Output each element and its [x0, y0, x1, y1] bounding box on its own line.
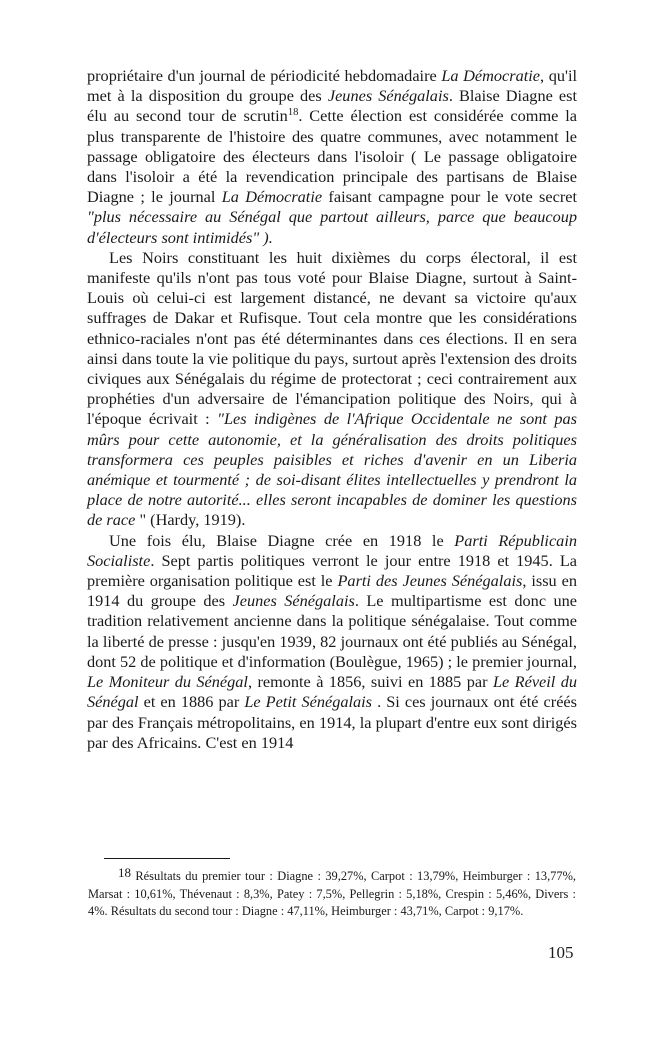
text-run: , qu'il met à la disposition du groupe des — [87, 66, 578, 106]
text-run: faisant campagne pour le vote secret — [322, 187, 578, 207]
text-run: . Blaise Diagne est élu au second tour de scrutin — [87, 86, 578, 126]
text-run: , remonte à 1856, suivi en 1885 par — [247, 672, 493, 692]
quotation: "Les indigènes de l'Afrique Occidentale ne sont pas mûrs pour cette autonomie, et la généralisation des droits politiques transformera ces peuples paisibles et riches d'avenir en un Liberia anémique et tourmenté ; de soi-disant élites intellectuelles y prendront la place de notre autorité... elles seront incapables de dominer les questions de race — [87, 409, 577, 530]
text-run: propriétaire d'un journal de périodicité hebdomadaire — [87, 66, 442, 85]
group-name: Jeunes Sénégalais — [232, 591, 355, 611]
page-body — [87, 66, 577, 753]
party-name: Parti des Jeunes Sénégalais — [337, 571, 523, 591]
paragraph-1 — [87, 66, 577, 248]
party-name: Parti Républicain Socialiste — [87, 530, 577, 570]
text-run: . Cette élection est considérée comme la plus transparente de l'histoire des quatre communes, avec notamment le passage obligatoire des électeurs dans l'isoloir ( Le passage obligatoire dans l'isoloir a été la revendication principale des partisans de Blaise Diagne ; le journal — [87, 106, 577, 207]
footnote-number: 18 — [118, 865, 131, 880]
text-run: . Le multipartisme est donc une tradition relativement ancienne dans la politique sénégalaise. Tout comme la liberté de presse : jusqu'en 1939, 82 journaux ont été publiés au Sénégal, dont 52 de politique et d'information (Boulègue, 1965) ; le premier journal, — [87, 591, 577, 671]
text-run: , issu en 1914 du groupe des — [87, 571, 577, 611]
newspaper-title: Le Petit Sénégalais — [244, 692, 373, 712]
newspaper-title: La Démocratie — [221, 187, 323, 207]
paragraph-3 — [87, 531, 577, 753]
quotation: "plus nécessaire au Sénégal que partout ailleurs, parce que beaucoup d'électeurs sont intimidés" ). — [87, 207, 577, 247]
paragraph-2 — [87, 248, 577, 531]
newspaper-title: Le Réveil du Sénégal — [87, 672, 578, 712]
page-number: 105 — [548, 943, 574, 962]
footnote-reference: 18 — [287, 107, 299, 119]
text-run: " (Hardy, 1919). — [139, 510, 246, 530]
text-run: et en 1886 par — [138, 692, 245, 712]
footnote-text: Résultats du premier tour : Diagne : 39,27%, Carpot : 13,79%, Heimburger : 13,77%, Marsat : 10,61%, Thévenaut : 8,3%, Patey : 7,5%, Pellegrin : 5,18%, Crespin : 5,46%, Divers : 4%. Résultats du second tour : Diagne : 47,11%, Heimburger : 43,71%, Carpot : 9,17%. — [88, 869, 576, 919]
footnote — [88, 864, 576, 921]
newspaper-title: Le Moniteur du Sénégal — [87, 672, 248, 692]
footnote-separator — [104, 858, 230, 859]
text-run: Une fois élu, Blaise Diagne crée en 1918 le — [109, 530, 455, 550]
text-run: . Sept partis politiques verront le jour entre 1918 et 1945. La première organisation politique est le — [87, 550, 577, 591]
text-run: Les Noirs constituant les huit dixièmes du corps électoral, il est manifeste qu'ils n'ont pas tous voté pour Blaise Diagne, surtout à Saint-Louis où celui-ci est largement distancé, ne devant sa victoire qu'aux suffrages de Dakar et Rufisque. Tout cela montre que les considérations ethnico-raciales n'ont pas été déterminantes dans ces élections. Il en sera ainsi dans toute la vie politique du pays, surtout après l'extension des droits civiques aux Sénégalais du régime de protectorat ; ceci contrairement aux prophéties d'un adversaire de l'émancipation politique des Noirs, qui à l'époque écrivait : — [87, 247, 577, 429]
text-run: . Si ces journaux ont été créés par des Français métropolitains, en 1914, la plupart d'entre eux sont dirigés par des Africains. C'est en 1914 — [87, 692, 577, 752]
newspaper-title: La Démocratie — [441, 66, 541, 85]
group-name: Jeunes Sénégalais — [327, 86, 449, 106]
